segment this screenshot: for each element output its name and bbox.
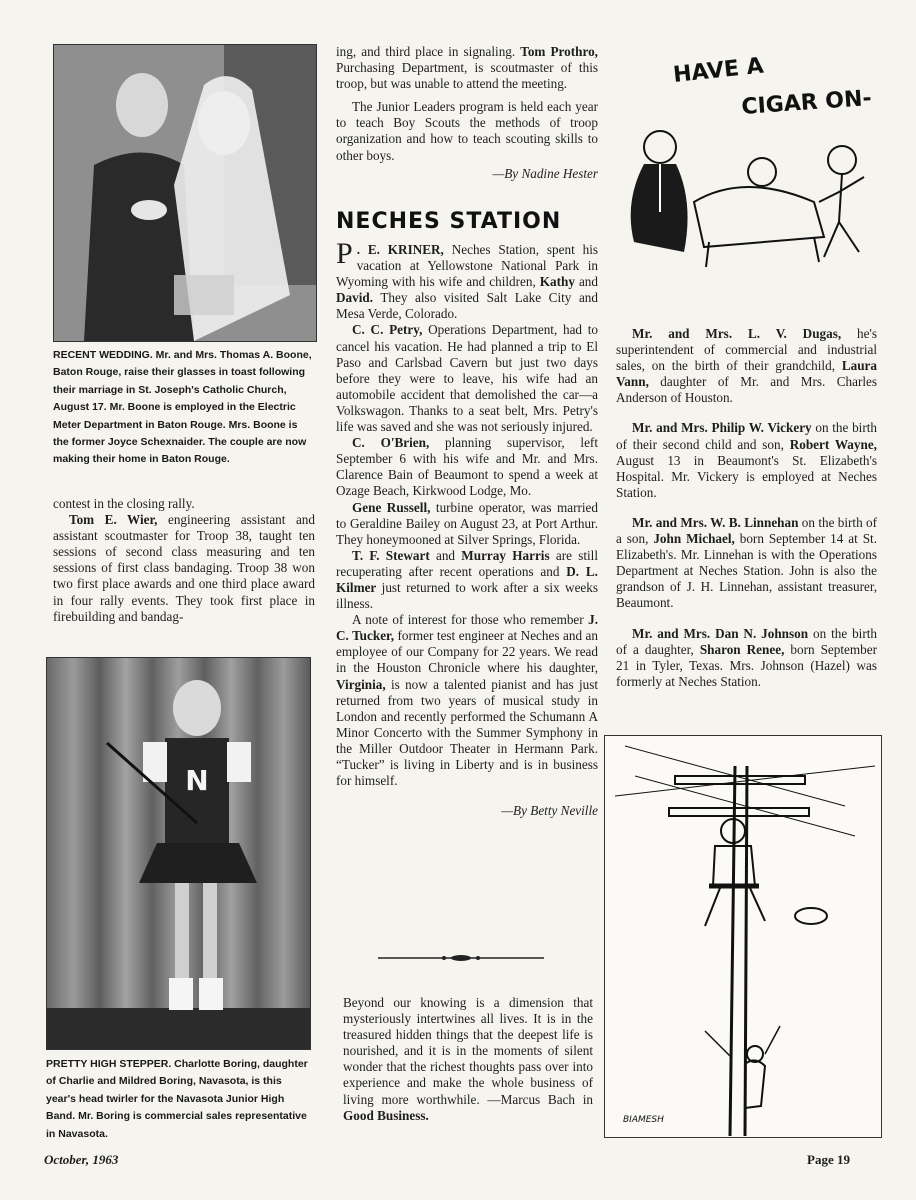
petry-name: C. C. Petry, [352,322,423,338]
kilmer-name: D. L. Kilmer [336,563,598,595]
stewart-name: T. F. Stewart [352,547,430,563]
middle-top-text [336,44,598,182]
quote-source: Good Business. [343,1107,429,1123]
johnson-text-2: born September 21 in Tyler, Texas. Mrs. Johnson (Hazel) was formerly at Neches Station. [616,641,877,689]
linnehan-text: on the birth of a son, [616,514,877,547]
tucker-text-2: former test engineer at Neches and an employee of our Company for 22 years. We read in the Houston Chronicle where his daughter, [336,628,598,676]
wedding-caption: RECENT WEDDING. Mr. and Mrs. Thomas A. Boone, Baton Rouge, raise their glasses in toast following their marriage in St. Joseph's Catholic Church, August 17. Mr. Boone is employed in the Electric Meter Department in Baton Rouge. Mrs. Boone is the former Joyce Schexnaider. The couple are now making their home in Baton Rouge. [53,349,312,466]
russell-text: turbine operator, was married to Geraldine Bailey on August 23, at Port Arthur. They honeymooned at Silver Springs, Florida. [336,499,598,547]
drop-cap: P [336,237,353,270]
linnehan-text-2: born September 14 at St. Elizabeth's. Mr. Linnehan is with the Operations Department at Neches Station. John is also the grandson of J. H. Linnehan, assistant treasurer, Beaumont. [616,531,877,611]
tucker-name: J. C. Tucker, [336,612,598,644]
high-stepper-illustration [47,658,310,1049]
births-column [616,326,877,690]
dugas-text-2: daughter of Mr. and Mrs. Charles Anderson of Houston. [616,374,877,406]
cartoon-caption-line1: HAVE A [672,53,765,88]
wier-name: Tom E. Wier, [69,512,158,528]
high-stepper-photo [46,657,311,1050]
signaling-text: ing, and third place in signaling. [336,44,521,59]
obrien-name: C. O'Brien, [352,435,430,451]
laura-name: Laura Vann, [616,358,877,390]
prothro-text: Purchasing Department, is scoutmaster of this troop, but was unable to attend the meeting. [336,60,598,92]
cartoon-caption-line2: CIGAR ON- [740,85,873,120]
tucker-text: A note of interest for those who remember [352,612,589,628]
sweater-letter: N [185,764,209,797]
linnehan-name: Mr. and Mrs. W. B. Linnehan [632,514,799,530]
wedding-photo-illustration [54,45,316,341]
neches-station-article [336,237,599,819]
ornamental-divider [378,952,544,964]
kathy-name: Kathy [539,274,575,290]
dugas-text: he's superintendent of commercial and industrial sales, on the birth of their grandchild, [616,326,877,374]
artist-signature: BIAMESH [623,1115,664,1125]
vickery-name: Mr. and Mrs. Philip W. Vickery [632,420,812,436]
johnson-name: Mr. and Mrs. Dan N. Johnson [632,625,809,641]
and-word-2: and [429,547,462,563]
john-name: John Michael, [653,531,735,547]
robert-name: Robert Wayne, [789,436,877,452]
lineman-cartoon [605,736,881,1137]
wier-text: engineering assistant and assistant scoutmaster for Troop 38, taught ten sessions of second class measuring and ten sessions of first class bandaging. Troop 38 won two first place awards and one third place award in four rally events. They took first place in firebuilding and bandag- [53,512,315,624]
tucker-text-3: is now a talented pianist and has just returned from two years of musical study in London and recently performed the Schumann A Minor Concerto with the Summer Symphony in the Miller Outdoor Theater in Hermann Park. “Tucker” is living in Liberty and is in business for himself. [336,676,598,789]
and-word: and [574,274,598,290]
petry-text: Operations Department, had to cancel his vacation. He had planned a trip to El Paso and Carlsbad Cavern but just two days before they were to leave, his wife had an automobile accident that demolished the car—a Volkswagon. Thanks to a seat belt, Mrs. Petry's life was saved and she was not seriously injured. [336,322,598,435]
vickery-text: on the birth of their second child and son, [616,420,877,452]
stewart-text: are still recuperating after recent operations and [336,547,599,579]
marcus-bach-quote [343,995,593,1124]
kriner-text-2: They also visited Salt Lake City and Mesa Verde, Colorado. [336,290,598,322]
junior-leaders-text: The Junior Leaders program is held each year to teach Boy Scouts the methods of troop organization and how to teach scouting skills to other boys. [336,99,598,163]
scouting-continuation [53,496,315,625]
high-stepper-caption: PRETTY HIGH STEPPER. Charlotte Boring, daughter of Charlie and Mildred Boring, Navasota, is this year's head twirler for the Navasota Junior High Band. Mr. Boring is commercial sales representative in Navasota. [46,1058,308,1140]
david-name: David. [336,290,374,306]
kriner-text: Neches Station, spent his vacation at Yellowstone National Park in Wyoming with his wife and children, [336,242,598,290]
harris-name: Murray Harris [461,547,550,563]
vickery-text-2: August 13 in Beaumont's St. Elizabeth's Hospital. Mr. Vickery is employed at Neches Station. [616,452,877,500]
russell-name: Gene Russell, [352,499,431,515]
neches-station-heading: NECHES STATION [336,209,562,234]
kilmer-text: just returned to work after a six weeks illness. [336,579,598,612]
quote-text: Beyond our knowing is a dimension that mysteriously intertwines all lives. It is in the treasured hidden things that the deepest life is nourished, and it is in the moments of silent wonder that the richest thoughts pass over into experience and make the whole business of living more worthwhile. —Marcus Bach in [343,995,593,1107]
lineman-cartoon-frame [604,735,882,1138]
virginia-name: Virginia, [336,676,386,692]
prothro-name: Tom Prothro, [520,44,598,59]
byline-hester: —By Nadine Hester [492,165,598,181]
obrien-text: planning supervisor, left September 6 with his wife and Mr. and Mrs. Clarence Bain of Beaumont to spend a week at Ozage Beach, Kirkwood Lodge, Mo. [336,435,598,499]
byline-neville: —By Betty Neville [501,803,598,819]
page-number: Page 19 [807,1152,850,1167]
closing-rally-text: contest in the closing rally. [53,496,195,511]
wedding-photo [53,44,317,342]
johnson-text: on the birth of a daughter, [616,625,877,657]
cigar-cartoon [614,52,882,272]
dugas-name: Mr. and Mrs. L. V. Dugas, [632,326,842,341]
issue-date: October, 1963 [44,1152,119,1167]
sharon-name: Sharon Renee, [699,641,785,657]
kriner-name: . E. KRINER, [356,242,444,257]
